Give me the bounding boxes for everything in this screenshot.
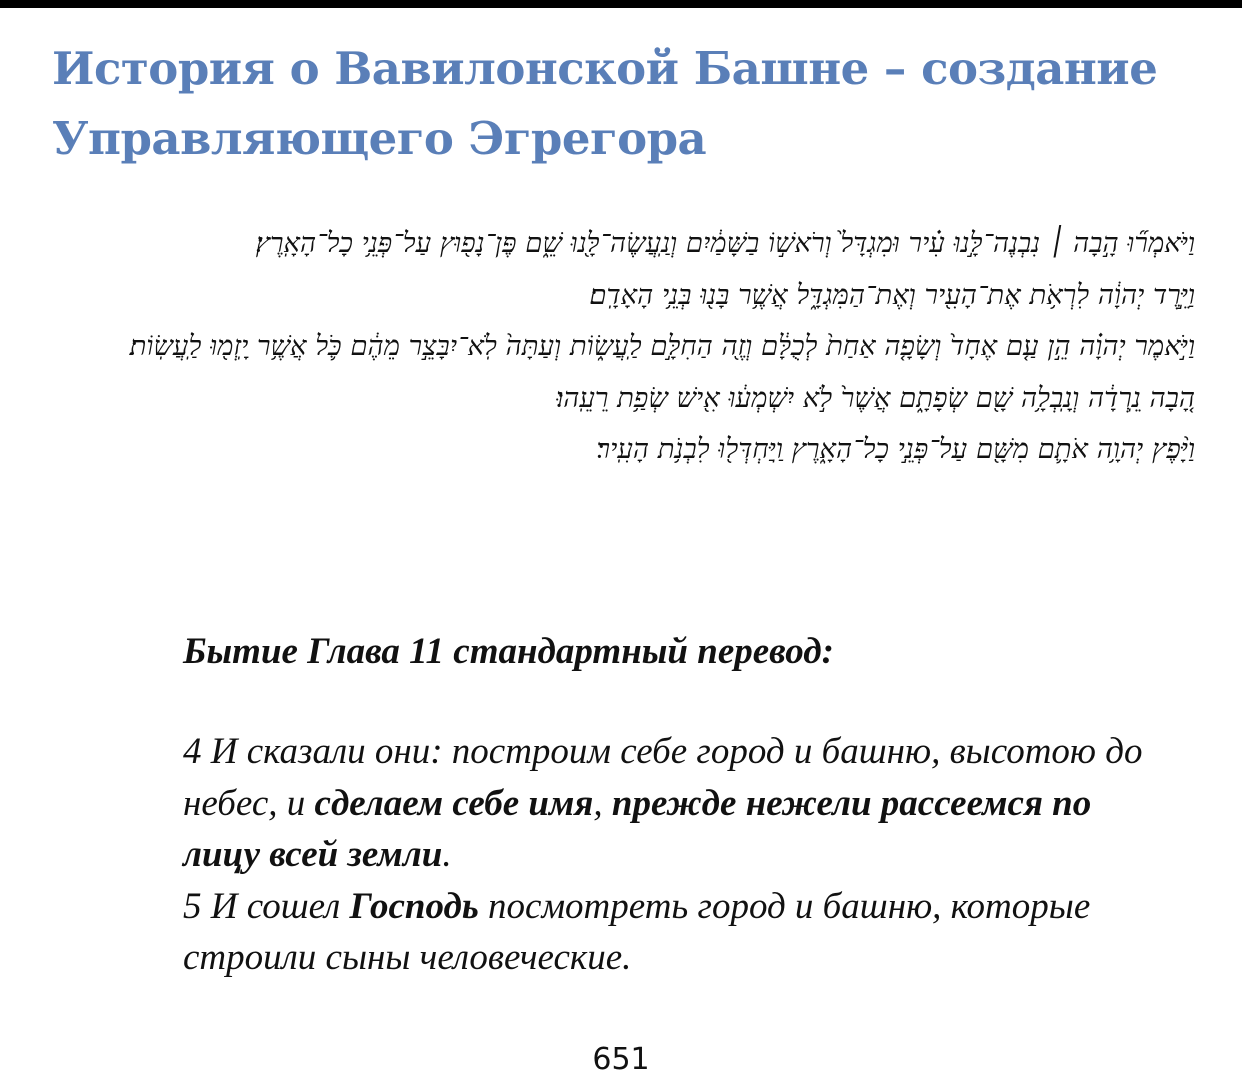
- verse-5-text: посмотреть город и башню, которые строили сыны человеческие.: [183, 885, 1091, 978]
- verse-5-text: 5 И сошел: [183, 885, 350, 927]
- hebrew-verse: וַיָּ֨פֶץ יְהוָ֥ה אֹתָ֛ם מִשָּׁ֖ם עַל־פְּנֵ֣י כָל־הָאָ֑רֶץ וַֽיַּחְדְּל֖וּ לִבְנֹ֥ת הָעִֽיר׃: [596, 433, 1195, 465]
- verse-4-text: ,: [593, 782, 612, 824]
- page-title: История о Вавилонской Башне – создание Управляющего Эгрегора: [52, 42, 1158, 165]
- translation-heading: Бытие Глава 11 стандартный перевод:: [183, 631, 834, 672]
- verse-4-emphasis: прежде нежели рассеемся по лицу всей земли: [183, 782, 1092, 875]
- hebrew-verse: וַיֹּ֣אמֶר יְהוָ֗ה הֵ֣ן עַ֤ם אֶחָד֙ וְשָׂפָ֤ה אַחַת֙ לְכֻלָּ֔ם וְזֶ֖ה הַחִלָּ֣ם לַֽעֲשׂ֑וֹת וְעַתָּה֙ לֹֽא־יִבָּצֵ֣ר מֵהֶ֔ם כֹּ֛ל אֲשֶׁ֥ר יָֽזְמ֖וּ לַֽעֲשֽׂוֹת׃: [129, 330, 1195, 362]
- hebrew-verse: הָ֚בָה נֵֽרְדָ֔ה וְנָֽבְלָ֥ה שָׁ֖ם שְׂפָתָ֑ם אֲשֶׁר֙ לֹ֣א יִשְׁמְע֔וּ אִ֖ישׁ שְׂפַ֥ת רֵעֵֽהוּ׃: [556, 381, 1195, 414]
- verse-4-text: 4 И сказали они: построим себе город и башню, высотою до небес, и: [183, 731, 1143, 824]
- verse-4-emphasis: сделаем себе имя: [314, 782, 594, 824]
- top-bar: [0, 0, 1242, 8]
- translation-text: [183, 726, 1143, 984]
- hebrew-verse: וַיֹּאמְר֞וּ הָ֣בָה ׀ נִבְנֶה־לָּ֣נוּ עִ֗יר וּמִגְדָּל֙ וְרֹאשׁ֣וֹ בַשָּׁמַ֔יִם וְנַֽעֲשֶׂה־לָּ֖נוּ שֵׁ֑ם פֶּן־נָפ֖וּץ עַל־פְּנֵ֥י כָל־הָאָֽרֶץ׃: [255, 227, 1195, 259]
- verse-4-text: .: [442, 834, 452, 875]
- hebrew-verse: וַיֵּ֣רֶד יְהוָ֔ה לִרְאֹ֥ת אֶת־הָעִ֖יר וְאֶת־הַמִּגְדָּ֑ל אֲשֶׁ֥ר בָּנ֖וּ בְּנֵ֥י הָאָדָֽם׃: [589, 278, 1195, 311]
- page-number: 651: [592, 1042, 650, 1077]
- hebrew-text: [50, 218, 1195, 476]
- verse-5-emphasis: Господь: [349, 885, 479, 927]
